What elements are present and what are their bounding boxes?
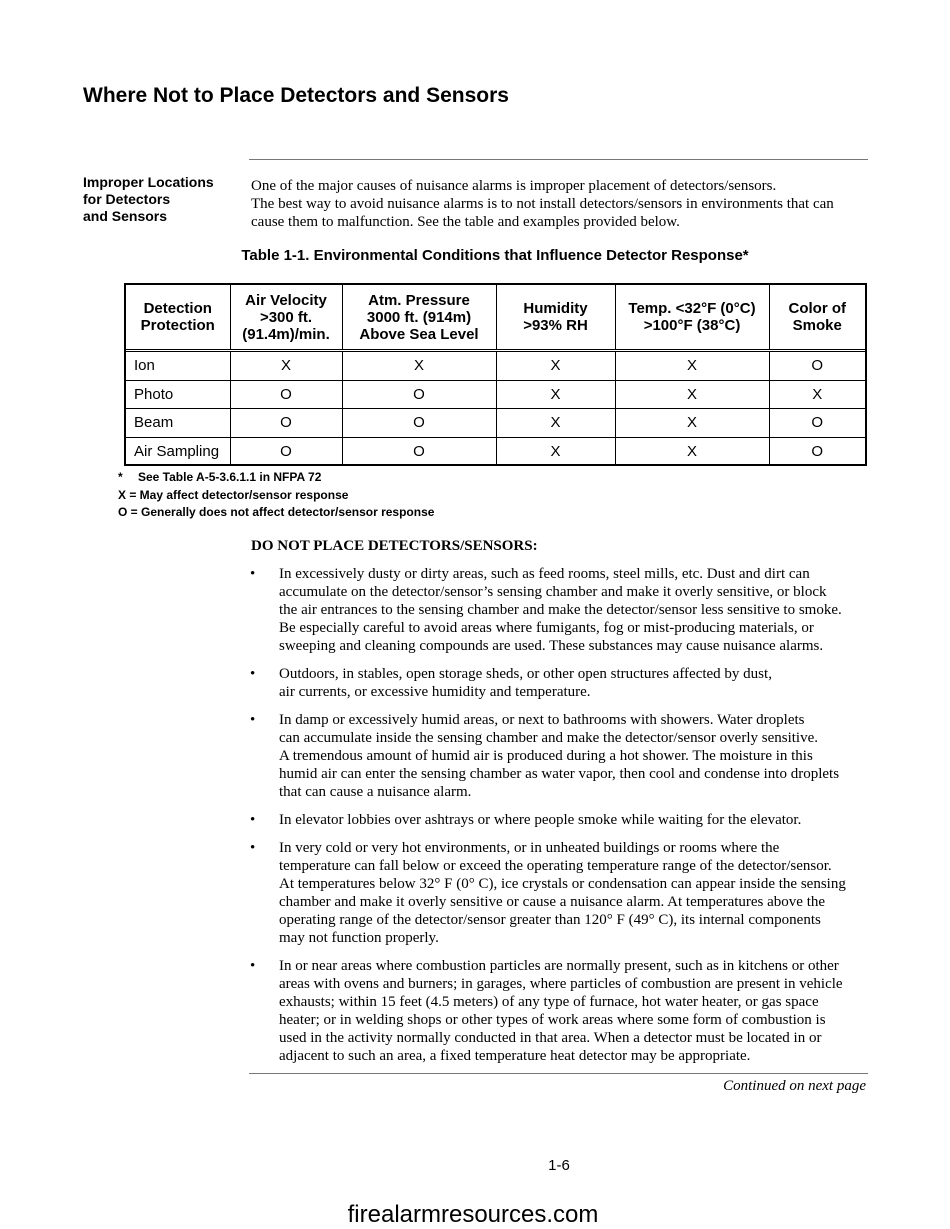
list-item [249, 811, 874, 829]
bullet-line: Outdoors, in stables, open storage sheds, or other open structures affected by dust, [279, 666, 772, 682]
table-cell: X [615, 437, 769, 465]
bullet-line: exhausts; within 15 feet (4.5 meters) of any type of furnace, hot water heater, or gas space [279, 994, 819, 1010]
page-title: Where Not to Place Detectors and Sensors [83, 84, 509, 107]
bullet-line: In excessively dusty or dirty areas, such as feed rooms, steel mills, etc. Dust and dirt can [279, 566, 810, 582]
intro-line: The best way to avoid nuisance alarms is to not install detectors/sensors in environments that can [251, 196, 834, 212]
table-cell: Ion [134, 357, 155, 375]
legend-x: X = May affect detector/sensor response [118, 487, 349, 502]
header-temperature: Temp. <32°F (0°C) >100°F (38°C) [615, 285, 769, 351]
list-item [249, 711, 874, 801]
table-cell: X [496, 437, 615, 465]
header-air-velocity: Air Velocity >300 ft. (91.4m)/min. [230, 285, 342, 351]
bullet-marker: • [250, 566, 256, 582]
table-cell: O [230, 380, 342, 409]
header-atm-pressure: Atm. Pressure 3000 ft. (914m) Above Sea Level [342, 285, 496, 351]
bullet-line: sweeping and cleaning compounds are used. These substances may cause nuisance alarms. [279, 638, 824, 654]
continued-notice: Continued on next page [723, 1078, 866, 1094]
bullet-line: A tremendous amount of humid air is produced during a hot shower. The moisture in this [279, 748, 813, 764]
bullet-line: adjacent to such an area, a fixed temperature heat detector may be appropriate. [279, 1048, 751, 1064]
table-cell: X [342, 351, 496, 381]
table-cell: O [230, 437, 342, 465]
side-heading-line: for Detectors [83, 191, 171, 207]
intro-line: One of the major causes of nuisance alarms is improper placement of detectors/sensors. [251, 178, 777, 194]
bullet-line: In or near areas where combustion particles are normally present, such as in kitchens or other [279, 958, 839, 974]
legend-o: O = Generally does not affect detector/sensor response [118, 505, 435, 519]
table-cell: O [342, 409, 496, 438]
watermark: firealarmresources.com [347, 1201, 599, 1228]
bullet-line: accumulate on the detector/sensor’s sensing chamber and make it overly sensitive, or block [279, 584, 827, 600]
table-cell: Air Sampling [126, 437, 230, 465]
table-cell: O [230, 409, 342, 438]
table-caption: Table 1-1. Environmental Conditions that Influence Detector Response* [241, 247, 749, 264]
bullet-marker: • [250, 840, 256, 856]
table-footnotes [118, 469, 434, 522]
environment-table [126, 285, 865, 465]
list-item [249, 565, 874, 655]
table-row [126, 351, 865, 381]
bullet-line: In very cold or very hot environments, or in unheated buildings or rooms where the [279, 840, 780, 856]
table-cell: X [615, 351, 769, 381]
bullet-line: operating range of the detector/sensor greater than 120° F (49° C), its internal components [279, 912, 821, 928]
bullet-marker: • [250, 712, 256, 728]
table-header-row [126, 285, 865, 351]
footnote-marker: * [118, 470, 123, 484]
placement-bullet-list [249, 565, 874, 1075]
bullet-line: heater; or in welding shops or other types of work areas where some form of combustion is [279, 1012, 826, 1028]
bullet-line: the air entrances to the sensing chamber and make the detector/sensor less sensitive to smoke. [279, 602, 842, 618]
bullet-line: areas with ovens and burners; in garages, where particles of combustion are present in vehicle [279, 976, 843, 992]
table-cell: O [342, 380, 496, 409]
bullet-line: may not function properly. [279, 930, 439, 946]
table-cell: O [769, 437, 865, 465]
header-detection-protection: Detection Protection [126, 285, 230, 351]
bullet-line: In damp or excessively humid areas, or next to bathrooms with showers. Water droplets [279, 712, 805, 728]
bullet-line: that can cause a nuisance alarm. [279, 784, 472, 800]
table-row [126, 380, 865, 409]
bullet-line: humid air can enter the sensing chamber as water vapor, then cool and condense into droplets [279, 766, 840, 782]
section-divider-bottom [249, 1073, 868, 1074]
table-cell: O [769, 351, 865, 381]
list-item [249, 957, 874, 1065]
table-cell: Beam [126, 409, 230, 438]
table-cell: O [342, 437, 496, 465]
bullet-line: can accumulate inside the sensing chamber and make the detector/sensor overly sensitive. [279, 730, 818, 746]
table-cell: Photo [126, 380, 230, 409]
section-divider-top [249, 159, 868, 160]
bullet-marker: • [250, 812, 256, 828]
header-color-of-smoke: Color of Smoke [769, 285, 865, 351]
intro-paragraph [251, 177, 868, 231]
table-cell: X [496, 351, 615, 381]
table-cell: O [769, 409, 865, 438]
header-humidity: Humidity >93% RH [496, 285, 615, 351]
footnote-text: See Table A-5-3.6.1.1 in NFPA 72 [138, 470, 322, 484]
table-cell: X [230, 351, 342, 381]
table-cell: X [615, 380, 769, 409]
list-item [249, 665, 874, 701]
list-item [249, 839, 874, 947]
bullet-marker: • [250, 958, 256, 974]
bullet-line: Be especially careful to avoid areas where fumigants, fog or mist-producing materials, or [279, 620, 814, 636]
environment-table-frame [124, 283, 867, 466]
bullet-line: In elevator lobbies over ashtrays or where people smoke while waiting for the elevator. [279, 812, 802, 828]
bullet-line: temperature can fall below or exceed the operating temperature range of the detector/sensor. [279, 858, 832, 874]
bullet-line: At temperatures below 32° F (0° C), ice crystals or condensation can appear inside the sensing [279, 876, 846, 892]
table-row [126, 437, 865, 465]
do-not-place-heading: DO NOT PLACE DETECTORS/SENSORS: [251, 538, 538, 554]
side-heading-line: and Sensors [83, 208, 168, 224]
bullet-line: chamber and make it overly sensitive or cause a nuisance alarm. At temperatures above the [279, 894, 826, 910]
table-cell: X [496, 409, 615, 438]
table-cell: X [496, 380, 615, 409]
bullet-line: used in the activity normally conducted in that area. When a detector must be located in or [279, 1030, 822, 1046]
page-number: 1-6 [548, 1157, 570, 1174]
bullet-marker: • [250, 666, 256, 682]
footnote-reference [118, 469, 434, 487]
table-row [126, 409, 865, 438]
table-cell: X [769, 380, 865, 409]
side-heading-line: Improper Locations [83, 174, 214, 190]
bullet-line: air currents, or excessive humidity and temperature. [279, 684, 591, 700]
intro-line: cause them to malfunction. See the table and examples provided below. [251, 214, 680, 230]
side-heading [83, 174, 243, 225]
table-cell: X [615, 409, 769, 438]
